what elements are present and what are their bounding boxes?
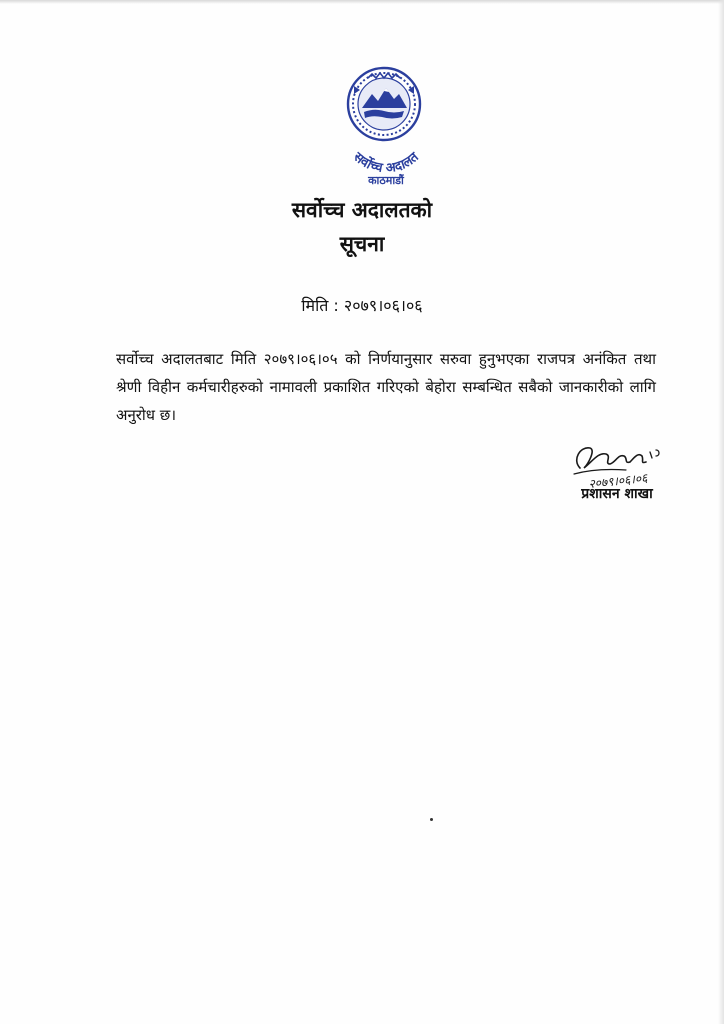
seal-arc-text: सर्वोच्च अदालत	[350, 149, 422, 177]
notice-date: मिति : २०७९।०६।०६	[301, 296, 423, 315]
seal-location-text: काठमाडौं	[368, 174, 404, 187]
scan-top-edge	[0, 0, 724, 4]
handwritten-signature	[566, 438, 670, 490]
signature-handwritten-date: २०७९।०६।०६	[587, 470, 648, 490]
signatory-office: प्रशासन शाखा	[581, 486, 653, 502]
scan-speck	[430, 818, 433, 821]
notice-body-paragraph: सर्वोच्च अदालतबाट मिति २०७९।०६।०५ को निर्णयानुसार सरुवा हुनुभएका राजपत्र अनंकित तथा श्रेणी विहीन कर्मचारीहरुको नामावली प्रकाशित गरिएको बेहोरा सम्बन्धित सबैको जानकारीको लागि अनुरोध छ।	[116, 350, 656, 424]
scan-right-edge	[718, 0, 724, 1024]
court-seal-stamp	[332, 64, 442, 204]
notice-subtitle: सूचना	[339, 232, 385, 256]
notice-title: सर्वोच्च अदालतको	[291, 198, 433, 222]
